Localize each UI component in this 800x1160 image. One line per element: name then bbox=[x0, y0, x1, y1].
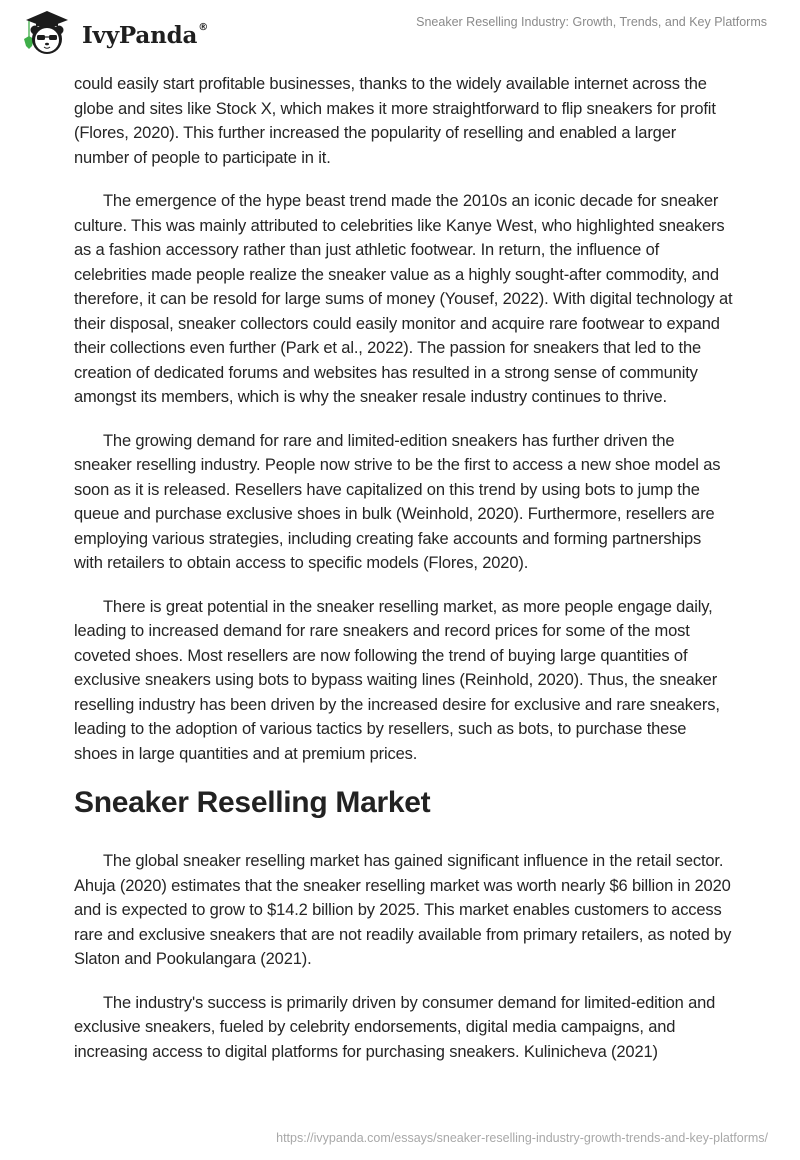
paragraph: The global sneaker reselling market has gained significant influence in the retail sector. Ahuja (2020) estimates that the sneaker reselling market was worth nearly $6 billion in 2020 and is expected to grow to $14.2 billion by 2025. This market enables customers to access rare and exclusive sneakers that are not readily available from primary retailers, as noted by Slaton and Pookulangara (2021). bbox=[74, 852, 732, 968]
paragraph: The growing demand for rare and limited-edition sneakers has further driven the sneaker reselling industry. People now strive to be the first to access a new shoe model as soon as it is released. Resellers have capitalized on this trend by using bots to jump the queue and purchase exclusive shoes in bulk (Weinhold, 2020). Furthermore, resellers are employing various strategies, including creating fake accounts and forming partnerships with retailers to obtain access to specific models (Flores, 2020). bbox=[74, 431, 721, 572]
document-title: Sneaker Reselling Industry: Growth, Trends, and Key Platforms bbox=[416, 15, 767, 29]
panda-graduate-icon bbox=[18, 8, 76, 56]
brand-logo[interactable] bbox=[18, 8, 208, 56]
page-header bbox=[0, 0, 800, 60]
paragraph: The emergence of the hype beast trend made the 2010s an iconic decade for sneaker culture. This was mainly attributed to celebrities like Kanye West, who highlighted sneakers as a fashion accessory rather than just athletic footwear. In return, the influence of celebrities made people realize the sneaker value as a highly sought-after commodity, and therefore, it can be resold for large sums of money (Yousef, 2022). With digital technology at their disposal, sneaker collectors could easily monitor and acquire rare footwear to expand their collections even further (Park et al., 2022). The passion for sneakers that led to the creation of dedicated forums and websites has resulted in a strong sense of community amongst its members, which is why the sneaker resale industry continues to thrive. bbox=[74, 192, 733, 406]
paragraph: The industry's success is primarily driven by consumer demand for limited-edition and exclusive sneakers, fueled by celebrity endorsements, digital media campaigns, and increasing access to digital platforms for purchasing sneakers. Kulinicheva (2021) bbox=[74, 993, 716, 1061]
section-heading: Sneaker Reselling Market bbox=[74, 786, 431, 819]
paragraph: There is great potential in the sneaker reselling market, as more people engage daily, leading to increased demand for rare sneakers and record prices for some of the most coveted shoes. Most resellers are now following the trend of buying large quantities of exclusive sneakers using bots to bypass waiting lines (Reinhold, 2020). Thus, the sneaker reselling industry has been driven by the increased desire for exclusive and rare sneakers, leading to the adoption of various tactics by resellers, such as bots, to purchase these shoes in large quantities and at premium prices. bbox=[74, 597, 720, 763]
paragraph: could easily start profitable businesses, thanks to the widely available internet across the globe and sites like Stock X, which makes it more straightforward to flip sneakers for profit (Flores, 2020). This further increased the popularity of reselling and enabled a larger number of people to participate in it. bbox=[74, 75, 716, 167]
brand-name: IvyPanda® bbox=[82, 21, 208, 49]
registered-mark: ® bbox=[198, 21, 208, 33]
source-url[interactable]: https://ivypanda.com/essays/sneaker-reselling-industry-growth-trends-and-key-platforms/ bbox=[276, 1131, 768, 1145]
essay-body bbox=[74, 72, 734, 1083]
